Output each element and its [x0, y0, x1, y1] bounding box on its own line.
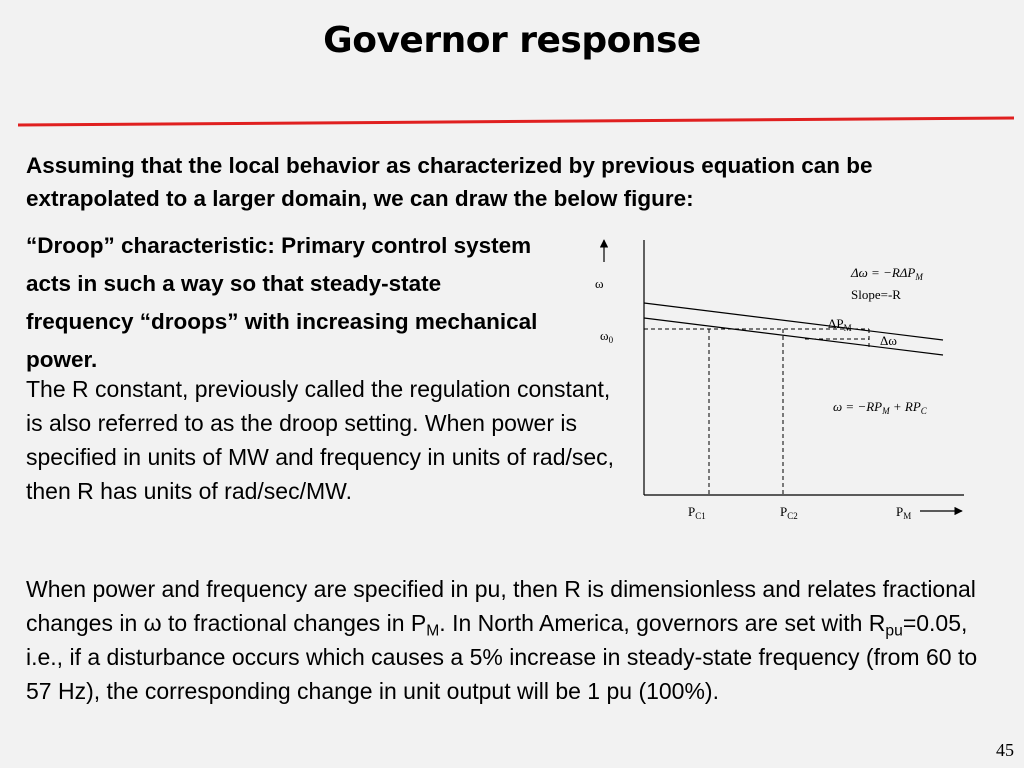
bottom-sub-pu: pu	[885, 622, 903, 640]
bottom-text-3: =0.05, i.e., if a disturbance occurs which causes a 5% increase in steady-state frequency (from 60 to 57 Hz), the corresponding change in unit output will be 1 pu (100%).	[26, 610, 978, 704]
bottom-sub-m: M	[426, 622, 440, 640]
r-constant-text: The R constant, previously called the regulation constant, is also referred to as the droop setting. When power is specified in units of MW and frequency in units of rad/sec, then R has units of rad/sec/MW.	[26, 376, 615, 504]
line-equation-p2: + RP	[889, 399, 921, 414]
delta-pm-label	[828, 316, 852, 333]
slide-title: Governor response	[323, 20, 701, 61]
line-equation-p1: ω = −RP	[833, 399, 883, 414]
page-number: 45	[996, 740, 1014, 760]
omega0-main: ω	[600, 328, 609, 343]
bottom-text-1: When power and frequency are specified in pu, then R is dimensionless and relates fractional changes in ω to fractional changes in P	[26, 576, 976, 636]
delta-pm-main: ΔP	[828, 316, 844, 331]
omega-axis-label: ω	[595, 276, 604, 291]
delta-equation-sub: M	[915, 272, 923, 282]
pm-main: P	[896, 504, 904, 519]
droop-text: “Droop” characteristic: Primary control system acts in such a way so that steady-state frequency “droops” with increasing mechanical power.	[26, 233, 538, 372]
delta-pm-sub: M	[843, 323, 852, 333]
pm-label	[896, 504, 911, 521]
delta-equation-main: Δω = −RΔP	[851, 265, 916, 280]
line-equation-sub1: M	[882, 406, 890, 416]
droop-line-2	[644, 303, 943, 340]
line-equation	[833, 399, 928, 416]
pm-sub: M	[903, 511, 912, 521]
intro-text: Assuming that the local behavior as characterized by previous equation can be extrapolated to a larger domain, we can draw the below figure:	[26, 153, 873, 211]
pc2-main: P	[780, 504, 788, 519]
bottom-text-2: . In North America, governors are set with R	[439, 610, 886, 636]
pc1-sub: C1	[695, 511, 706, 521]
pc2-label	[780, 504, 798, 521]
omega0-label	[600, 328, 614, 345]
pc1-main: P	[688, 504, 696, 519]
droop-line-1	[644, 318, 943, 355]
delta-equation	[850, 265, 923, 282]
pc2-sub: C2	[787, 511, 798, 521]
pc1-label	[688, 504, 706, 521]
line-equation-sub2: C	[920, 406, 927, 416]
slope-label: Slope=-R	[851, 287, 901, 302]
axes	[604, 240, 964, 511]
delta-omega-label: Δω	[880, 333, 897, 348]
omega0-sub: 0	[608, 335, 614, 345]
